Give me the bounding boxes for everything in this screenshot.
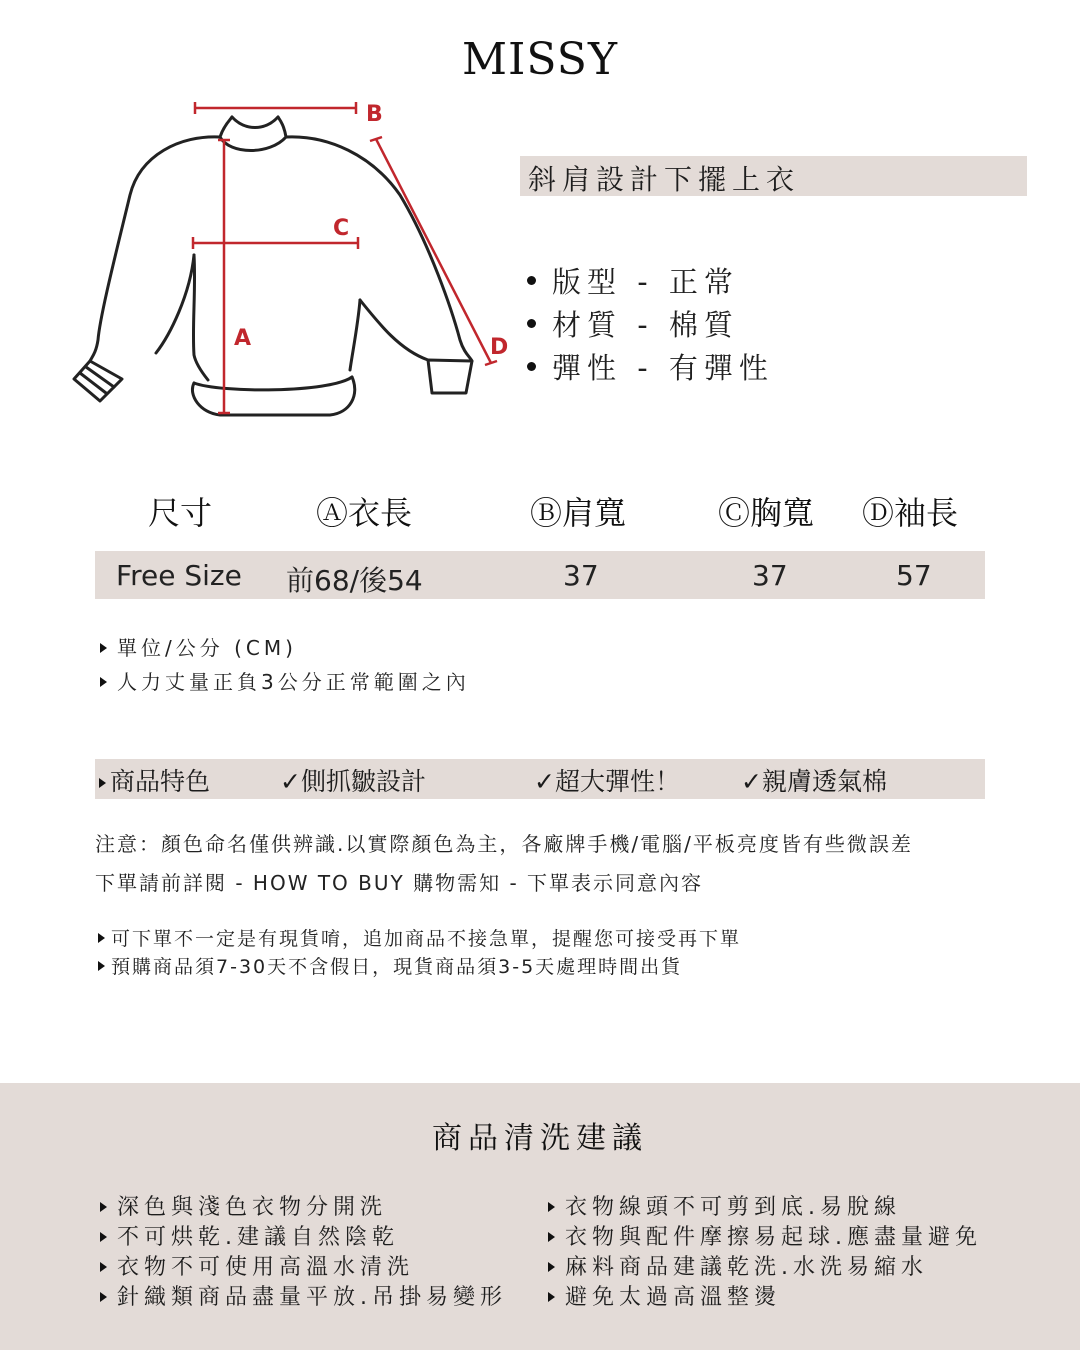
care-item: 深色與淺色衣物分開洗 xyxy=(100,1190,507,1220)
order-note: 預購商品須7-30天不含假日，現貨商品須3-5天處理時間出貨 xyxy=(98,952,682,979)
triangle-bullet-icon xyxy=(548,1262,555,1272)
triangle-bullet-icon xyxy=(99,778,106,788)
care-item: 針織類商品盡量平放.吊掛易變形 xyxy=(100,1280,507,1310)
label-c: C xyxy=(333,216,350,241)
spec-item: 彈性 - 有彈性 xyxy=(527,346,774,389)
spec-list xyxy=(527,260,774,389)
header-length: Ⓐ衣長 xyxy=(316,494,413,532)
garment-diagram xyxy=(60,95,530,425)
notice-line: 注意：顏色命名僅供辨識.以實際顏色為主，各廠牌手機/電腦/平板亮度皆有些微誤差 xyxy=(95,832,913,856)
product-title-band xyxy=(520,156,1027,196)
label-b: B xyxy=(366,102,383,127)
triangle-bullet-icon xyxy=(100,1262,107,1272)
features-label: 商品特色 xyxy=(99,762,210,798)
label-d: D xyxy=(490,335,509,360)
measure-note: 人力丈量正負3公分正常範圍之內 xyxy=(100,666,470,695)
product-title: 斜肩設計下擺上衣 xyxy=(528,163,801,196)
header-sleeve: Ⓓ袖長 xyxy=(862,494,959,532)
header-chest: Ⓒ胸寬 xyxy=(718,494,815,532)
care-list-right xyxy=(548,1190,982,1310)
brand-logo: MISSY xyxy=(462,34,618,85)
triangle-bullet-icon xyxy=(100,1292,107,1302)
triangle-bullet-icon xyxy=(100,643,107,653)
care-item: 衣物不可使用高溫水清洗 xyxy=(100,1250,507,1280)
care-item: 麻料商品建議乾洗.水洗易縮水 xyxy=(548,1250,982,1280)
header-size: 尺寸 xyxy=(148,494,213,532)
triangle-bullet-icon xyxy=(100,1232,107,1242)
feature-item: ✓側抓皺設計 xyxy=(280,767,426,796)
cell-chest: 37 xyxy=(752,559,788,592)
header-shoulder: Ⓑ肩寬 xyxy=(530,494,627,532)
spec-item: 版型 - 正常 xyxy=(527,260,774,303)
care-list-left xyxy=(100,1190,507,1310)
bullet-icon xyxy=(527,276,536,285)
bullet-icon xyxy=(527,362,536,371)
care-item: 不可烘乾.建議自然陰乾 xyxy=(100,1220,507,1250)
triangle-bullet-icon xyxy=(98,933,105,943)
care-title: 商品清洗建議 xyxy=(432,1121,648,1156)
order-note: 可下單不一定是有現貨唷，追加商品不接急單，提醒您可接受再下單 xyxy=(98,924,741,951)
care-item: 衣物與配件摩擦易起球.應盡量避免 xyxy=(548,1220,982,1250)
triangle-bullet-icon xyxy=(548,1202,555,1212)
label-a: A xyxy=(234,326,252,351)
measure-note: 單位/公分 (CM) xyxy=(100,632,297,661)
triangle-bullet-icon xyxy=(548,1292,555,1302)
cell-size: Free Size xyxy=(116,559,242,592)
bullet-icon xyxy=(527,319,536,328)
triangle-bullet-icon xyxy=(548,1232,555,1242)
cell-length: 前68/後54 xyxy=(286,564,423,597)
care-item: 衣物線頭不可剪到底.易脫線 xyxy=(548,1190,982,1220)
triangle-bullet-icon xyxy=(100,677,107,687)
triangle-bullet-icon xyxy=(100,1202,107,1212)
cell-shoulder: 37 xyxy=(563,559,599,592)
notice-line: 下單請前詳閱 - HOW TO BUY 購物需知 - 下單表示同意內容 xyxy=(95,871,704,895)
cell-sleeve: 57 xyxy=(896,559,932,592)
spec-item: 材質 - 棉質 xyxy=(527,303,774,346)
feature-item: ✓親膚透氣棉 xyxy=(741,767,887,796)
triangle-bullet-icon xyxy=(98,961,105,971)
care-item: 避免太過高溫整燙 xyxy=(548,1280,982,1310)
feature-item: ✓超大彈性！ xyxy=(534,767,680,796)
